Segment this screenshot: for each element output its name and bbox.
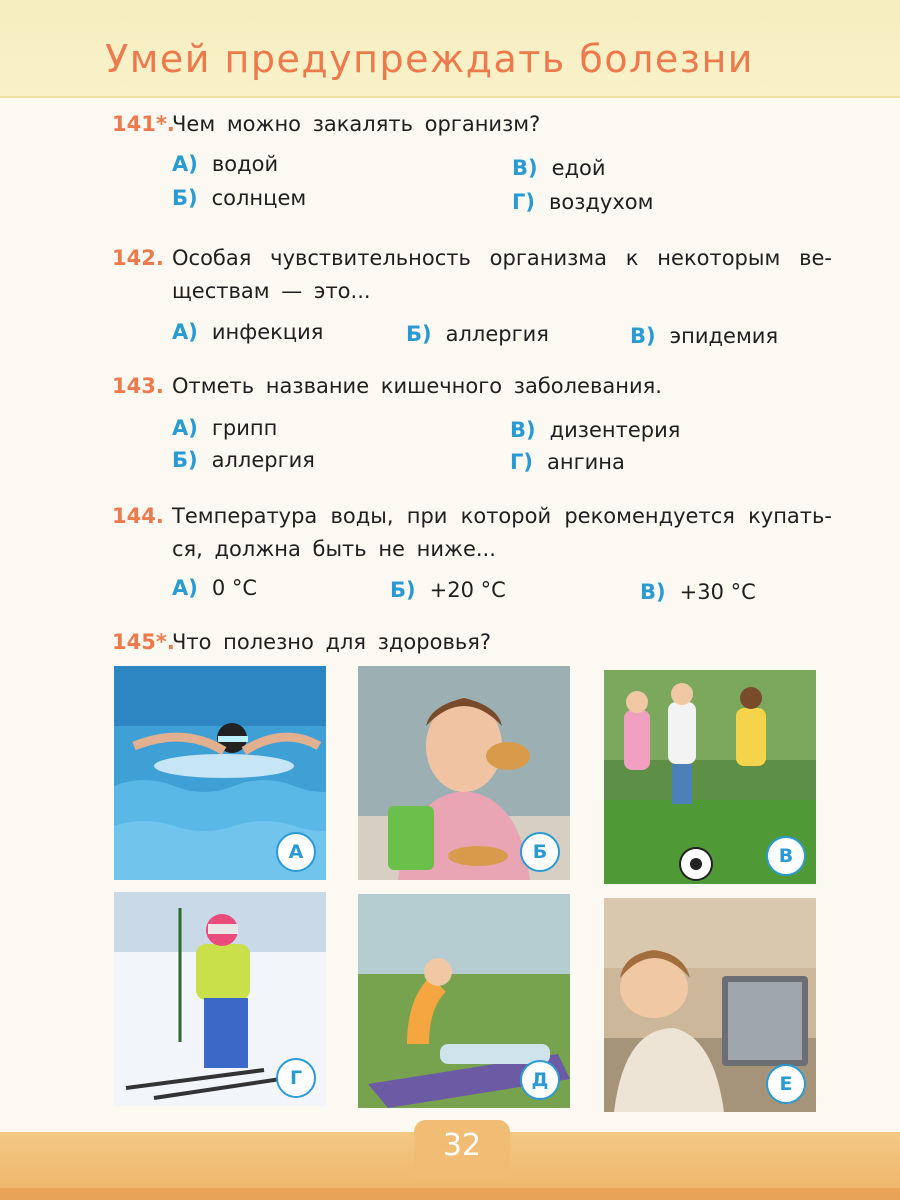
question-text: Отметь название кишечного заболевания. <box>172 374 662 398</box>
question-text: Чем можно закалять организм? <box>172 112 541 136</box>
page-number-tab <box>414 1120 510 1178</box>
photo-label: Д <box>520 1060 560 1100</box>
football-photo[interactable] <box>604 670 816 884</box>
option-a[interactable]: А) водой <box>172 152 279 176</box>
photo-label: В <box>766 836 806 876</box>
page-title: Умей предупреждать болезни <box>105 37 754 81</box>
yoga-photo[interactable] <box>358 894 570 1108</box>
swimming-photo[interactable] <box>114 666 326 880</box>
option-v[interactable]: В) едой <box>512 156 606 180</box>
question-text: Температура воды, при которой рекомендуется купать- ся, должна быть не ниже... <box>172 504 832 561</box>
page-header <box>0 0 900 98</box>
fast-food-photo[interactable] <box>358 666 570 880</box>
footer-strip <box>0 1188 900 1200</box>
option-b[interactable]: Б) аллергия <box>172 448 315 472</box>
laptop-photo[interactable] <box>604 898 816 1112</box>
option-g[interactable]: Г) ангина <box>510 450 625 474</box>
skiing-photo[interactable] <box>114 892 326 1106</box>
option-b[interactable]: Б) +20 °С <box>390 578 506 602</box>
photo-label: А <box>276 832 316 872</box>
page-number: 32 <box>442 1128 482 1163</box>
question-text: Что полезно для здоровья? <box>172 630 491 654</box>
option-a[interactable]: А) грипп <box>172 416 278 440</box>
photo-label: Е <box>766 1064 806 1104</box>
question-number: 141*. <box>112 112 175 136</box>
question-text: Особая чувствительность организма к некоторым ве- ществам — это... <box>172 246 832 303</box>
option-b[interactable]: Б) аллергия <box>406 322 549 346</box>
question-number: 145*. <box>112 630 175 654</box>
option-b[interactable]: Б) солнцем <box>172 186 307 210</box>
question-number: 142. <box>112 246 164 270</box>
option-a[interactable]: А) 0 °С <box>172 576 258 600</box>
option-g[interactable]: Г) воздухом <box>512 190 654 214</box>
photo-label: Г <box>276 1058 316 1098</box>
photo-label: Б <box>520 832 560 872</box>
option-v[interactable]: В) +30 °С <box>640 580 756 604</box>
option-a[interactable]: А) инфекция <box>172 320 324 344</box>
option-v[interactable]: В) дизентерия <box>510 418 681 442</box>
question-number: 144. <box>112 504 164 528</box>
question-number: 143. <box>112 374 164 398</box>
option-v[interactable]: В) эпидемия <box>630 324 779 348</box>
